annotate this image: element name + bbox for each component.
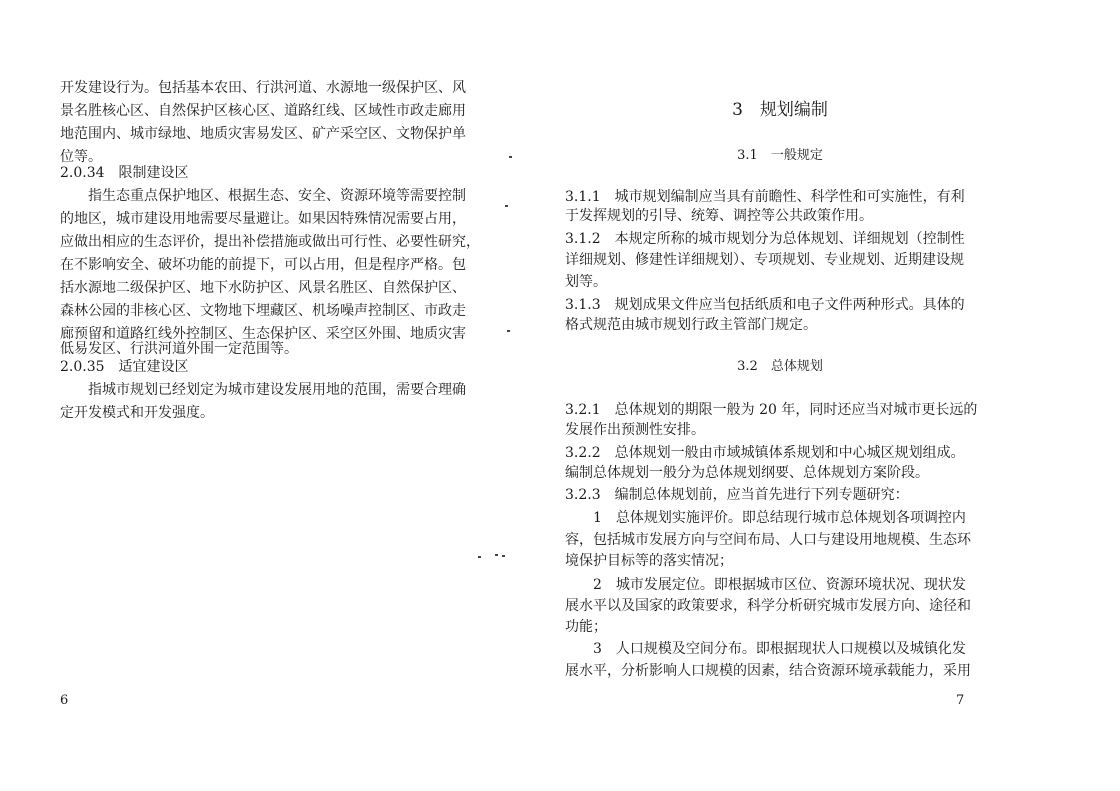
text-line: 3.1.2 本规定所称的城市规划分为总体规划、详细规划（控制性 <box>565 231 965 247</box>
text-line: 3.1.1 城市规划编制应当具有前瞻性、科学性和可实施性，有利 <box>565 189 965 205</box>
section-title: 3.1 一般规定 <box>737 148 823 163</box>
text-line: 3.2.2 总体规划一般由市域城镇体系规划和中心城区规划组成。 <box>565 445 965 461</box>
text-line: 位等。 <box>60 149 102 165</box>
text-line: 3.2.1 总体规划的期限一般为 20 年，同时还应当对城市更长远的 <box>565 402 978 418</box>
text-line: 地范围内、城市绿地、地质灾害易发区、矿产采空区、文物保护单 <box>60 126 466 142</box>
text-line: 划等。 <box>565 274 607 290</box>
scan-dot <box>478 556 481 558</box>
text-line: 发展作出预测性安排。 <box>565 422 705 438</box>
text-line: 容，包括城市发展方向与空间布局、人口与建设用地规模、生态环 <box>565 532 971 548</box>
text-line: 1 总体规划实施评价。即总结现行城市总体规划各项调控内 <box>565 510 966 526</box>
text-line: 境保护目标等的落实情况； <box>565 553 733 569</box>
text-line: 格式规范由城市规划行政主管部门规定。 <box>565 317 817 333</box>
text-line: 展水平以及国家的政策要求，科学分析研究城市发展方向、途径和 <box>565 598 971 614</box>
text-line: 括水源地二级保护区、地下水防护区、风景名胜区、自然保护区、 <box>60 280 466 296</box>
text-line: 3 人口规模及空间分布。即根据现状人口规模以及城镇化发 <box>565 641 966 657</box>
text-line: 3.2.3 编制总体规划前，应当首先进行下列专题研究： <box>565 487 909 503</box>
text-line: 2 城市发展定位。即根据城市区位、资源环境状况、现状发 <box>565 577 966 593</box>
text-line: 定开发模式和开发强度。 <box>60 405 214 421</box>
text-line: 功能； <box>565 619 607 635</box>
scan-dot <box>505 205 508 207</box>
text-line: 在不影响安全、破坏功能的前提下，可以占用，但是程序严格。包 <box>60 257 466 273</box>
scan-dot <box>507 330 510 332</box>
scan-dot <box>502 555 505 557</box>
scan-dot <box>495 554 498 556</box>
text-line: 应做出相应的生态评价，提出补偿措施或做出可行性、必要性研究， <box>60 234 480 250</box>
page-number: 6 <box>60 693 69 708</box>
text-line: 开发建设行为。包括基本农田、行洪河道、水源地一级保护区、风 <box>60 80 466 96</box>
text-line: 指城市规划已经划定为城市建设发展用地的范围，需要合理确 <box>60 382 466 398</box>
text-line: 的地区，城市建设用地需要尽量避让。如果因特殊情况需要占用， <box>60 211 466 227</box>
text-line: 指生态重点保护地区、根据生态、安全、资源环境等需要控制 <box>60 188 466 204</box>
text-line: 详细规划、修建性详细规划）、专项规划、专业规划、近期建设规 <box>565 252 964 268</box>
text-line: 3.1.3 规划成果文件应当包括纸质和电子文件两种形式。具体的 <box>565 297 965 313</box>
clause-heading: 2.0.35 适宜建设区 <box>60 359 189 375</box>
text-line: 森林公园的非核心区、文物地下埋藏区、机场噪声控制区、市政走 <box>60 303 466 319</box>
section-title: 3.2 总体规划 <box>737 359 823 374</box>
text-line: 廊预留和道路红线外控制区、生态保护区、采空区外围、地质灾害 <box>60 326 466 342</box>
text-line: 展水平，分析影响人口规模的因素，结合资源环境承载能力，采用 <box>565 663 971 679</box>
text-line: 景名胜核心区、自然保护区核心区、道路红线、区域性市政走廊用 <box>60 103 466 119</box>
chapter-title: 3 规划编制 <box>732 100 828 120</box>
scan-dot <box>509 156 512 158</box>
page-number: 7 <box>956 693 965 708</box>
text-line: 于发挥规划的引导、统筹、调控等公共政策作用。 <box>565 208 873 224</box>
text-line: 低易发区、行洪河道外围一定范围等。 <box>60 341 298 357</box>
clause-heading: 2.0.34 限制建设区 <box>60 165 189 181</box>
text-line: 编制总体规划一般分为总体规划纲要、总体规划方案阶段。 <box>565 465 929 481</box>
